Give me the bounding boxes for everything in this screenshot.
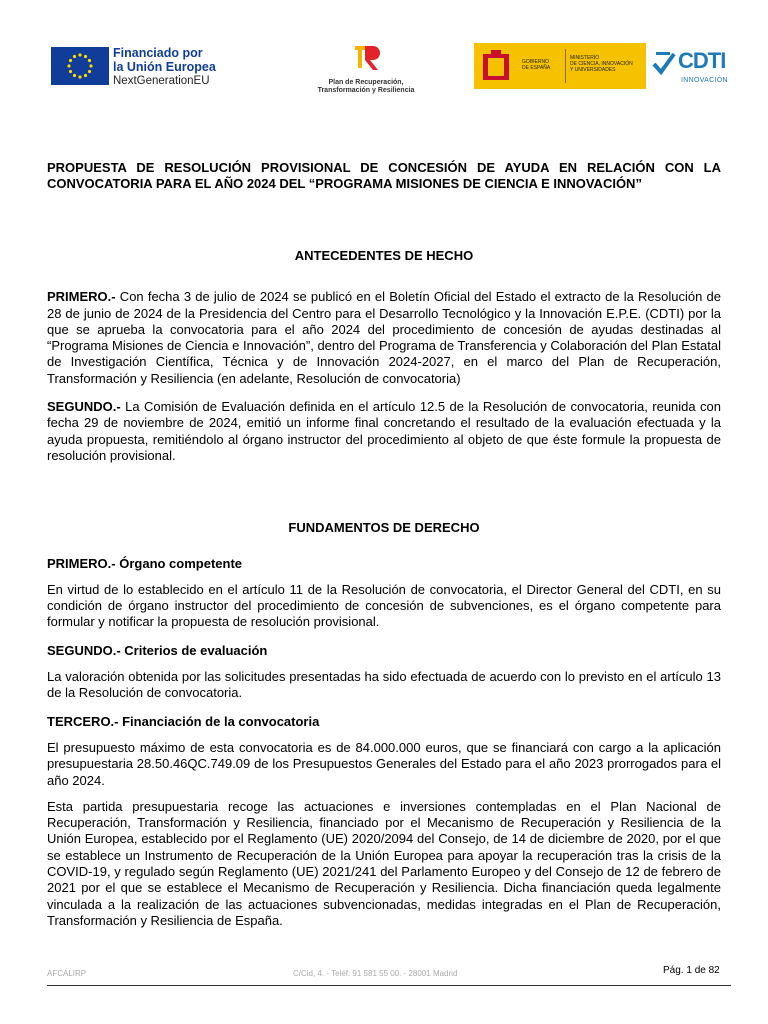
fundamentos-primero-text: En virtud de lo establecido en el artículo 11 de la Resolución de convocatoria, el Director General del CDTI, en su condición de órgano instructor del procedimiento de concesión de subvenciones, es el órgano competente para formular y notificar la propuesta de resolución provisional.	[47, 581, 721, 630]
cdti-mark-icon	[652, 50, 676, 80]
page-number: Pág. 1 de 82	[663, 965, 720, 976]
fundamentos-tercero-text-2: Esta partida presupuestaria recoge las actuaciones e inversiones contempladas en el Plan Nacional de Recuperación, Transformación y Resiliencia, financiado por el Mecanismo de Recuperación y Resiliencia de la Unión Europea, establecido por el Reglamento (UE) 2020/2094 del Consejo, de 14 de diciembre de 2020, por el que se establece un Instrumento de Recuperación de la Unión Europea para apoyar la recuperación tras la crisis de la COVID-19, y regulado según Reglamento (UE) 2021/241 del Parlamento Europeo y del Consejo de 12 de febrero de 2021 por el que se establece el Mecanismo de Recuperación y Resiliencia. Dicha financiación queda legalmente vinculada a la realización de las actuaciones subvencionadas, medidas integradas en el Plan de Recuperación, Transformación y Resiliencia de España.	[47, 798, 721, 928]
cdti-name: CDTI	[678, 48, 726, 73]
footer-code: AFCALIRP	[47, 969, 87, 978]
logo-divider	[565, 49, 566, 83]
segundo-label: SEGUNDO.-	[47, 399, 121, 415]
prtr-logo	[311, 44, 421, 95]
segundo-text: La Comisión de Evaluación definida en el artículo 12.5 de la Resolución de convocatoria, reunida con fecha 29 de noviembre de 2024, emitió un informe final concretando el resultado de la evaluación efectuada y la ayuda propuesta, remitiéndolo al órgano instructor del procedimiento al objeto de que éste formule la propuesta de resolución provisional.	[47, 399, 721, 463]
antecedentes-segundo	[47, 399, 721, 464]
prtr-caption-1: Plan de Recuperación,	[328, 79, 404, 86]
fundamentos-primero-heading: PRIMERO.- Órgano competente	[47, 555, 243, 571]
fundamentos-heading: FUNDAMENTOS DE DERECHO	[288, 520, 480, 536]
cdti-subtitle: INNOVACIÓN	[681, 77, 728, 84]
eu-line-1: Financiado por	[113, 46, 203, 60]
primero-text: Con fecha 3 de julio de 2024 se publicó en el Boletín Oficial del Estado el extracto de la Resolución de 28 de junio de 2024 de la Presidencia del Centro para el Desarrollo Tecnológico y la Innovación E.P.E. (CDTI) por la que se aprueba la convocatoria para el año 2024 del procedimiento de concesión de ayudas destinadas al “Programa Misiones de Ciencia e Innovación”, dentro del Programa de Transferencia y Colaboración del Plan Estatal de Investigación Científica, Técnica y de Innovación 2024-2027, en el marco del Plan de Recuperación, Transformación y Resiliencia (en adelante, Resolución de convocatoria)	[47, 289, 721, 386]
document-body	[47, 160, 721, 929]
document-title: PROPUESTA DE RESOLUCIÓN PROVISIONAL DE CONCESIÓN DE AYUDA EN RELACIÓN CON LA CONVOCATORIA PARA EL AÑO 2024 DEL “PROGRAMA MISIONES DE CIENCIA E INNOVACIÓN”	[47, 160, 721, 191]
fundamentos-segundo-heading: SEGUNDO.- Criterios de evaluación	[47, 642, 268, 658]
fundamentos-tercero-heading: TERCERO.- Financiación de la convocatoria	[47, 713, 320, 729]
antecedentes-primero	[47, 289, 721, 387]
prtr-mark-icon	[349, 44, 383, 72]
fundamentos-segundo-text: La valoración obtenida por las solicitudes presentadas ha sido efectuada de acuerdo con lo previsto en el artículo 13 de la Resolución de convocatoria.	[47, 669, 721, 701]
gobierno-espana-logo	[474, 43, 646, 89]
gob-line-1: GOBIERNO	[522, 59, 549, 65]
ministerio-line-1: MINISTERIO	[570, 55, 600, 61]
gob-line-2: DE ESPAÑA	[522, 65, 551, 71]
eu-funding-label	[113, 46, 216, 88]
primero-label: PRIMERO.-	[47, 289, 116, 305]
eu-line-2: la Unión Europea	[113, 60, 216, 74]
ministerio-line-3: Y UNIVERSIDADES	[570, 67, 616, 73]
ministerio-line-2: DE CIENCIA, INNOVACIÓN	[570, 61, 633, 67]
cdti-logo	[652, 44, 728, 90]
header-logos	[0, 0, 768, 110]
footer-address: C/Cid, 4. - Teléf: 91 581 55 00. - 28001 Madrid	[293, 969, 458, 978]
antecedentes-heading: ANTECEDENTES DE HECHO	[294, 248, 474, 263]
prtr-caption-2: Transformación y Resiliencia	[317, 87, 415, 94]
eu-line-3: NextGenerationEU	[113, 75, 210, 87]
eu-flag-logo	[51, 47, 109, 85]
coat-of-arms-icon	[481, 48, 511, 84]
footer-divider	[47, 985, 731, 986]
fundamentos-tercero-text-1: El presupuesto máximo de esta convocatoria es de 84.000.000 euros, que se financiará con cargo a la aplicación presupuestaria 28.50.46QC.749.09 de los Presupuestos Generales del Estado para el año 2023 prorrogados para el año 2024.	[47, 739, 721, 788]
